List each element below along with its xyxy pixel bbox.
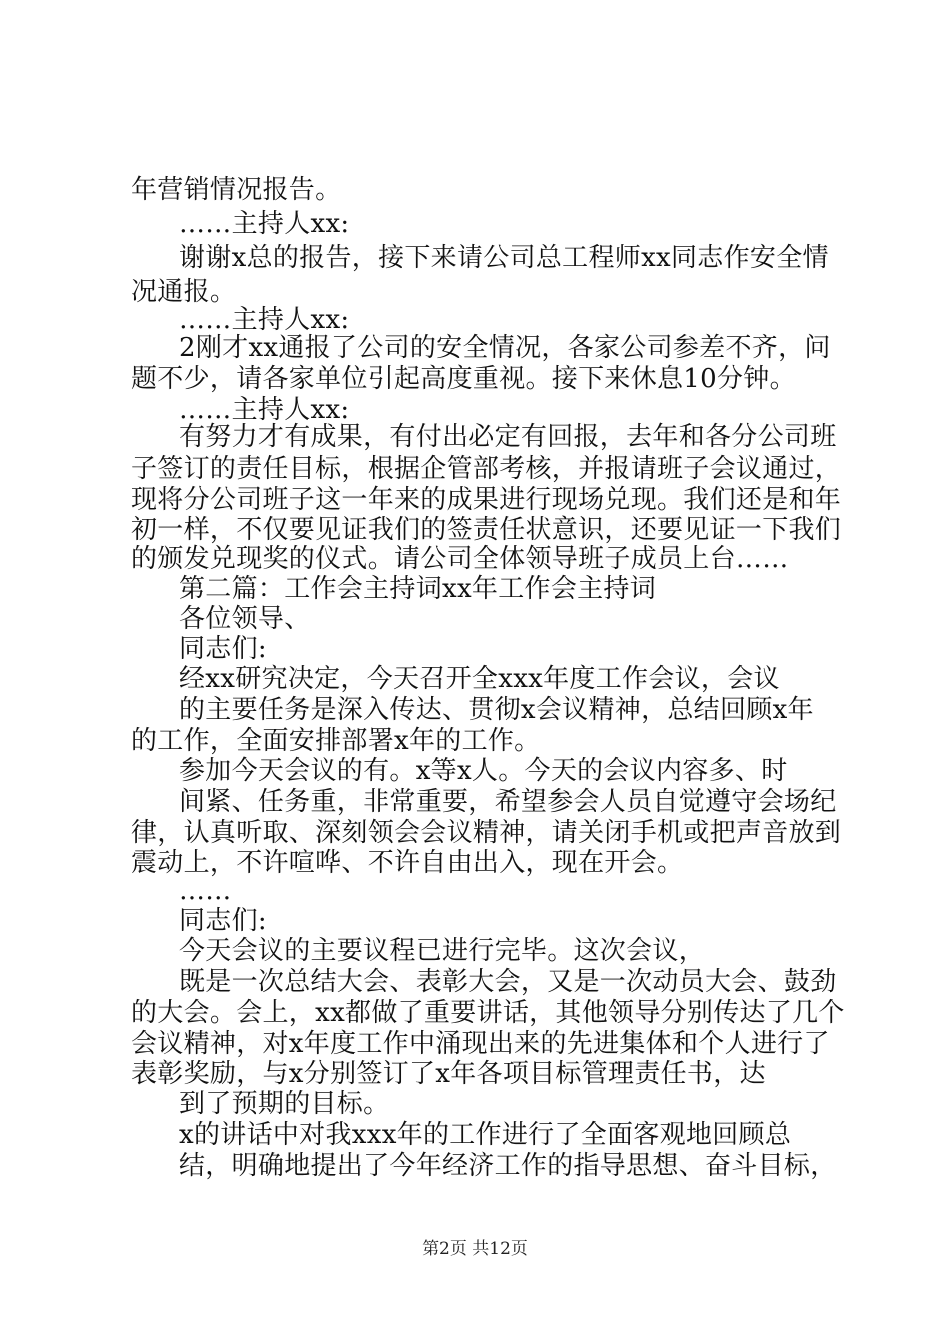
text-line: 各位领导、	[179, 604, 311, 634]
text-line: 同志们:	[179, 906, 267, 936]
text-line: 结，明确地提出了今年经济工作的指导思想、奋斗目标，	[179, 1151, 837, 1181]
text-line: 表彰奖励，与x分别签订了x年各项目标管理责任书，达	[131, 1059, 766, 1089]
text-line: 的大会。会上，xx都做了重要讲话，其他领导分别传达了几个	[131, 998, 845, 1028]
text-line: 同志们:	[179, 634, 267, 664]
text-line: ……	[179, 876, 232, 906]
text-line: 间紧、任务重，非常重要，希望参会人员自觉遵守会场纪	[179, 787, 837, 817]
text-line: ……主持人xx:	[179, 395, 350, 425]
text-line: ……主持人xx:	[179, 305, 350, 335]
text-line: 既是一次总结大会、表彰大会，又是一次动员大会、鼓劲	[179, 967, 837, 997]
text-line: 谢谢x总的报告，接下来请公司总工程师xx同志作安全情	[179, 243, 829, 273]
text-line: 初一样，不仅要见证我们的签责任状意识，还要见证一下我们	[131, 515, 842, 545]
text-line: 参加今天会议的有。x等x人。今天的会议内容多、时	[179, 756, 788, 786]
section-heading: 第二篇：工作会主持词xx年工作会主持词	[179, 574, 657, 604]
text-line: 年营销情况报告。	[131, 175, 342, 205]
text-line: 律，认真听取、深刻领会会议精神，请关闭手机或把声音放到	[131, 818, 842, 848]
text-line: x的讲话中对我xxx年的工作进行了全面客观地回顾总	[179, 1120, 792, 1150]
text-line: 到了预期的目标。	[179, 1089, 390, 1119]
text-line: 题不少，请各家单位引起高度重视。接下来休息10分钟。	[131, 364, 796, 394]
text-line: 2刚才xx通报了公司的安全情况，各家公司参差不齐，问	[179, 333, 831, 363]
page-number: 第2页 共12页	[422, 1239, 528, 1259]
text-line: 子签订的责任目标，根据企管部考核，并报请班子会议通过，	[131, 454, 842, 484]
text-line: 会议精神，对x年度工作中涌现出来的先进集体和个人进行了	[131, 1029, 830, 1059]
text-line: 有努力才有成果，有付出必定有回报，去年和各分公司班	[179, 422, 837, 452]
text-line: ……主持人xx:	[179, 209, 350, 239]
text-line: 的主要任务是深入传达、贯彻x会议精神，总结回顾x年	[179, 695, 814, 725]
text-line: 况通报。	[131, 277, 237, 307]
text-line: 的工作，全面安排部署x年的工作。	[131, 726, 541, 756]
text-line: 现将分公司班子这一年来的成果进行现场兑现。我们还是和年	[131, 485, 842, 515]
text-line: 经xx研究决定，今天召开全xxx年度工作会议，会议	[179, 664, 780, 694]
text-line: 今天会议的主要议程已进行完毕。这次会议，	[179, 936, 706, 966]
text-line: 的颁发兑现奖的仪式。请公司全体领导班子成员上台……	[131, 544, 789, 574]
text-line: 震动上，不许喧哗、不许自由出入，现在开会。	[131, 848, 684, 878]
